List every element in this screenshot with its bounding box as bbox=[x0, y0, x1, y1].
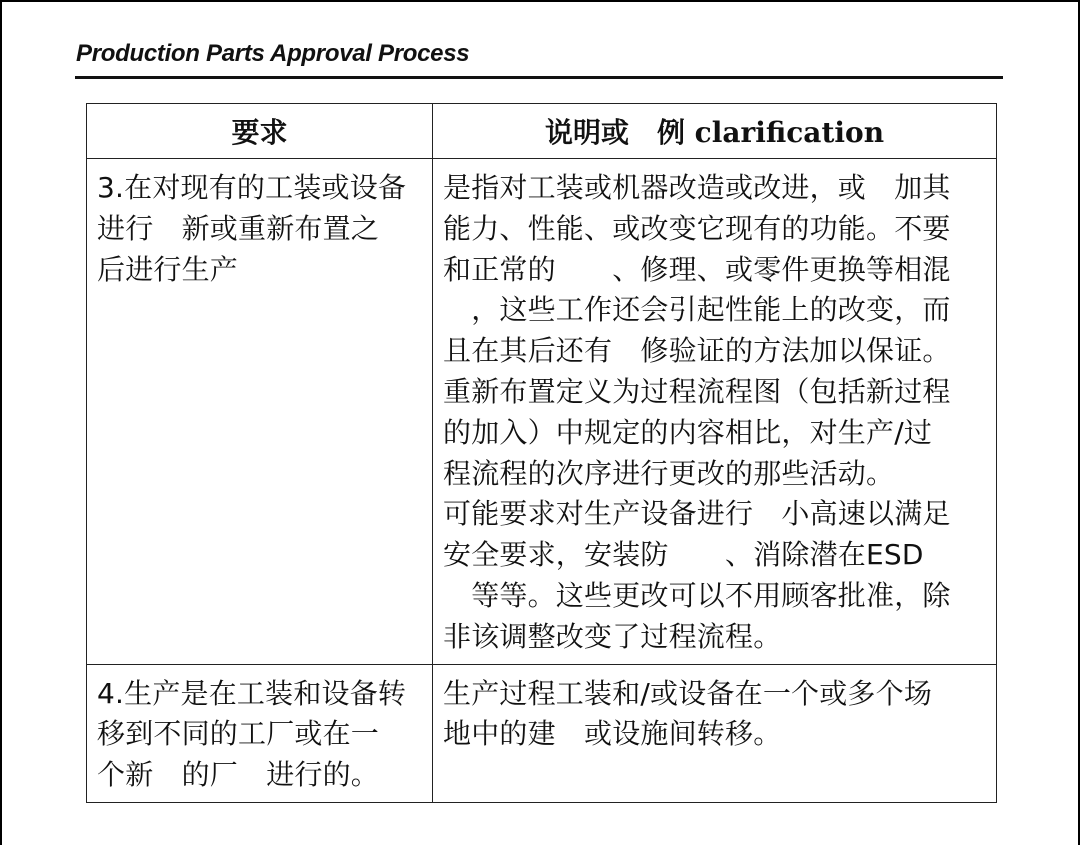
requirements-table bbox=[86, 103, 997, 803]
clarification-text: 是指对工装或机器改造或改进，或 加其 能力、性能、或改变它现有的功能。不要 和正常的 、修理、或零件更换等相混 ，这些工作还会引起性能上的改变，而 且在其后还有 修验证的方法加以保证。 重新布置定义为过程流程图（包括新过程 的加入）中规定的内容相比，对生产/过 程流程的次序进行更改的那些活动。 可能要求对生产设备进行 小高速以满足 安全要求，安装防 、消除潜在ESD 等等。这些更改可以不用顾客批准，除 非该调整改变了过程流程。 bbox=[443, 171, 951, 653]
table-row bbox=[87, 664, 997, 802]
requirement-cell bbox=[87, 159, 433, 665]
requirement-cell bbox=[87, 664, 433, 802]
requirement-text: 4.生产是在工装和设备转 移到不同的工厂或在一 个新 的厂 进行的。 bbox=[97, 676, 407, 792]
table-row bbox=[87, 159, 997, 665]
clarification-text: 生产过程工装和/或设备在一个或多个场 地中的建 或设施间转移。 bbox=[443, 676, 933, 751]
document-header-title: Production Parts Approval Process bbox=[76, 40, 470, 67]
clarification-cell bbox=[433, 159, 997, 665]
requirement-text: 3.在对现有的工装或设备 进行 新或重新布置之 后进行生产 bbox=[97, 171, 407, 286]
column-header-clarification: 说明或 例 clarification bbox=[433, 104, 997, 159]
column-header-requirement: 要求 bbox=[87, 104, 433, 159]
clarification-cell bbox=[433, 664, 997, 802]
header-rule bbox=[75, 76, 1003, 79]
table-header-row bbox=[87, 104, 997, 159]
